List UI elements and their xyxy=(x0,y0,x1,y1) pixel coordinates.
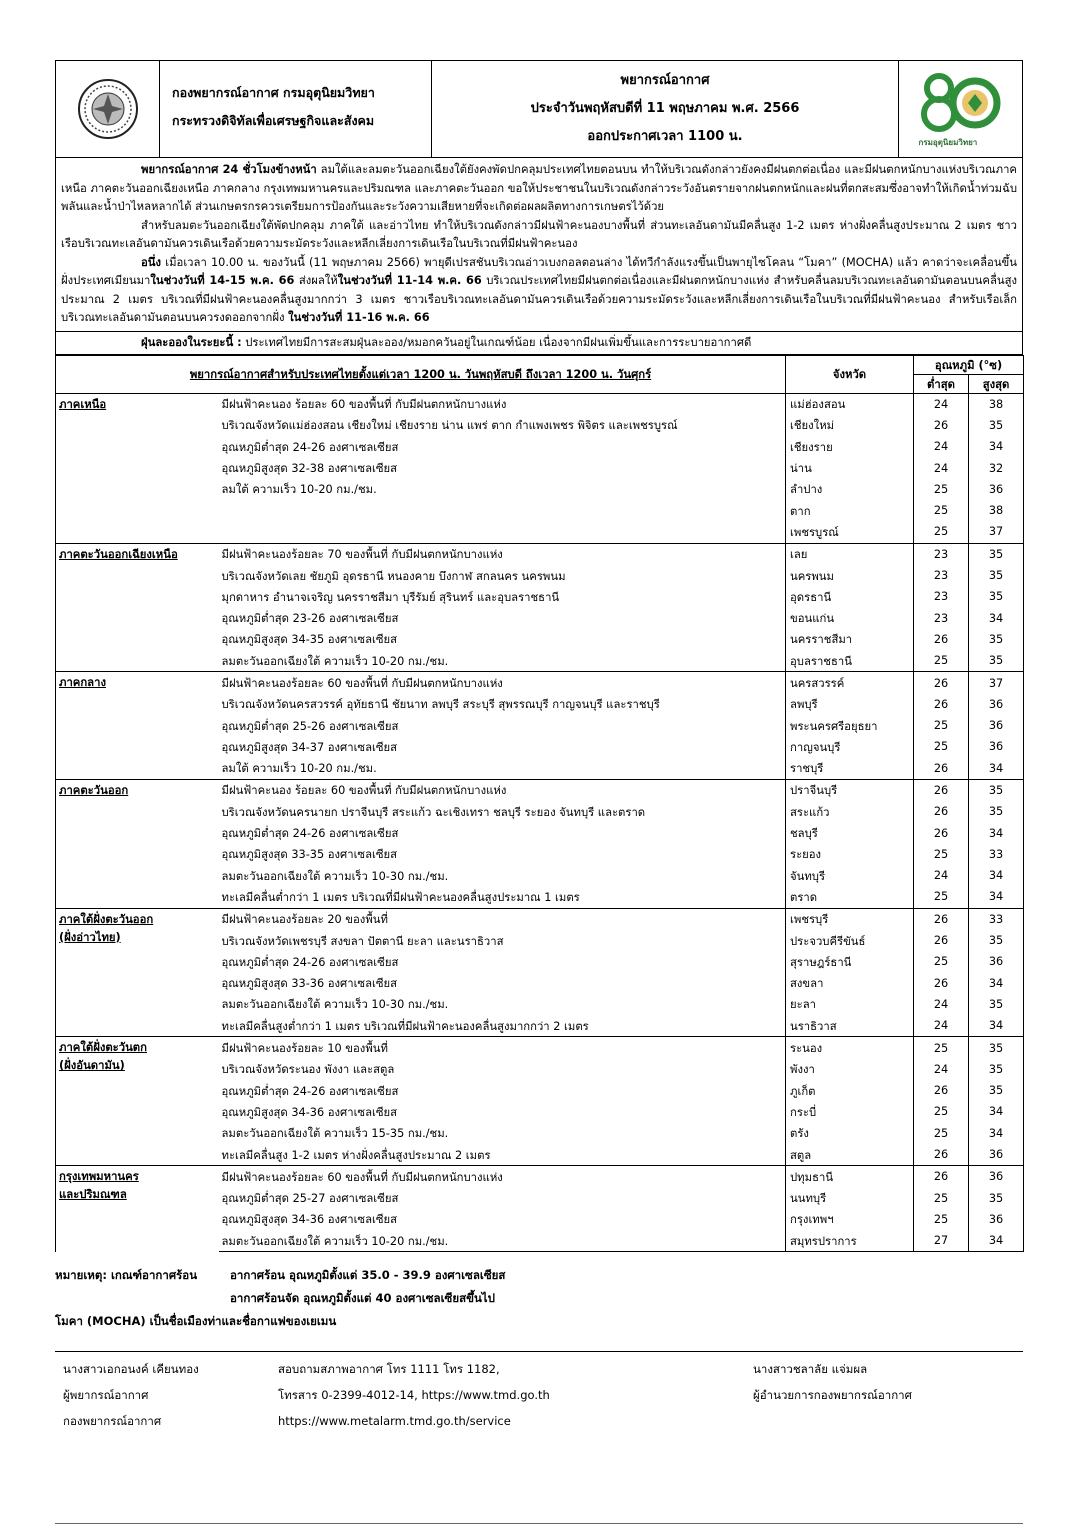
min-temp: 26 xyxy=(914,694,969,715)
forecast-description xyxy=(219,521,786,543)
forecast-description: บริเวณจังหวัดแม่ฮ่องสอน เชียงใหม่ เชียงราย น่าน แพร่ ตาก กำแพงเพชร พิจิตร และเพชรบูรณ์ xyxy=(219,415,786,436)
min-temp: 25 xyxy=(914,1101,969,1122)
very-hot-criterion: อากาศร้อนจัด อุณหภูมิตั้งแต่ 40 องศาเซลเซียสขึ้นไป xyxy=(230,1291,495,1306)
table-row xyxy=(56,908,1024,930)
min-temp: 25 xyxy=(914,479,969,500)
table-row xyxy=(56,393,1024,415)
note-lead: อนึ่ง xyxy=(141,255,162,269)
max-temp: 36 xyxy=(969,1209,1024,1230)
min-temp: 27 xyxy=(914,1230,969,1252)
province-name: ตราด xyxy=(786,886,914,908)
royal-seal-icon xyxy=(77,78,139,140)
region-label xyxy=(56,779,219,908)
province-name: ปทุมธานี xyxy=(786,1166,914,1188)
province-name: เลย xyxy=(786,543,914,565)
date-range-a: ในช่วงวันที่ 14-15 พ.ค. 66 xyxy=(150,274,295,287)
forecast-description: ทะเลมีคลื่นสูง 1-2 เมตร ห่างฝั่งคลื่นสูงประมาณ 2 เมตร xyxy=(219,1144,786,1166)
max-temp: 36 xyxy=(969,1166,1024,1188)
max-temp: 36 xyxy=(969,694,1024,715)
max-temp: 34 xyxy=(969,1101,1024,1122)
intro-text-3a: เมื่อเวลา 10.00 น. ของวันนี้ (11 พฤษภาคม 2566) พายุดีเปรสชันบริเวณอ่าวเบงกอลตอนล่าง ได้ทวีกำลังแรงขึ้นเป็นพายุไซโคลน “โมคา” (MOCHA) แล้ว คาดว่าจะเคลื่อนขึ้นฝั่งประเทศเมียนมา xyxy=(61,255,1017,287)
max-temp: 37 xyxy=(969,672,1024,694)
intro-lead: พยากรณ์อากาศ 24 ชั่วโมงข้างหน้า xyxy=(141,163,317,176)
region-subname: และปริมณฑล xyxy=(59,1188,127,1202)
province-name: กระบี่ xyxy=(786,1101,914,1122)
min-temp: 26 xyxy=(914,779,969,801)
document-title: พยากรณ์อากาศ xyxy=(620,73,710,88)
intro-section xyxy=(55,158,1023,332)
max-temp: 35 xyxy=(969,1059,1024,1080)
min-header: ต่ำสุด xyxy=(914,374,969,393)
min-temp: 25 xyxy=(914,886,969,908)
region-label xyxy=(56,672,219,779)
forecast-table xyxy=(55,355,1024,1253)
region-name: ภาคเหนือ xyxy=(59,397,107,411)
min-temp: 26 xyxy=(914,629,969,650)
region-label xyxy=(56,393,219,543)
region-name: ภาคใต้ฝั่งตะวันตก xyxy=(59,1041,147,1055)
province-name: เพชรบูรณ์ xyxy=(786,521,914,543)
province-name: เชียงราย xyxy=(786,436,914,457)
header xyxy=(55,60,1023,158)
forecast-table-body xyxy=(56,393,1024,1252)
min-temp: 23 xyxy=(914,543,969,565)
intro-text-3c: บริเวณประเทศไทยมีฝนตกต่อเนื่องและมีฝนตกหนักบางแห่ง สำหรับคลื่นลมบริเวณทะเลอันดามันตอนบนคลื่นสูงประมาณ 2 เมตร บริเวณที่มีฝนฟ้าคะนองคลื่นสูงมากกว่า 3 เมตร ชาวเรือบริเวณทะเลอันดามันควรเดินเรือด้วยความระมัดระวังและหลีกเลี่ยงการเดินเรือในบริเวณที่มีฝนฟ้าคะนอง สำหรับเรือเล็กบริเวณทะเลอันดามันตอนบนควรงดออกจากฝั่ง xyxy=(61,274,1018,324)
max-temp: 34 xyxy=(969,758,1024,780)
min-temp: 26 xyxy=(914,908,969,930)
min-temp: 24 xyxy=(914,393,969,415)
max-temp: 35 xyxy=(969,930,1024,951)
contact-fax-link[interactable]: โทรสาร 0-2399-4012-14, https://www.tmd.go.th xyxy=(278,1388,550,1403)
province-name: สุราษฎร์ธานี xyxy=(786,951,914,972)
province-name: ลำปาง xyxy=(786,479,914,500)
forecaster-title: ผู้พยากรณ์อากาศ xyxy=(63,1388,149,1403)
forecast-description: ลมตะวันออกเฉียงใต้ ความเร็ว 10-30 กม./ชม. xyxy=(219,994,786,1015)
max-temp: 34 xyxy=(969,973,1024,994)
forecast-description: มีฝนฟ้าคะนองร้อยละ 20 ของพื้นที่ xyxy=(219,908,786,930)
min-temp: 25 xyxy=(914,1187,969,1208)
contact-block xyxy=(278,1356,748,1434)
province-name: ขอนแก่น xyxy=(786,607,914,628)
region-name: ภาคใต้ฝั่งตะวันออก xyxy=(59,912,154,926)
forecast-description: อุณหภูมิต่ำสุด 25-26 องศาเซลเซียส xyxy=(219,715,786,736)
province-name: จันทบุรี xyxy=(786,865,914,886)
issued-line: ออกประกาศเวลา 1100 น. xyxy=(587,129,743,144)
min-temp: 26 xyxy=(914,1144,969,1166)
tmd-80-years-logo-icon xyxy=(913,68,1009,138)
min-temp: 24 xyxy=(914,436,969,457)
forecast-description: อุณหภูมิสูงสุด 32-38 องศาเซลเซียส xyxy=(219,457,786,478)
forecast-description: มีฝนฟ้าคะนองร้อยละ 60 ของพื้นที่ กับมีฝนตกหนักบางแห่ง xyxy=(219,1166,786,1188)
region-subname: (ฝั่งอันดามัน) xyxy=(59,1059,125,1073)
max-temp: 35 xyxy=(969,415,1024,436)
province-name: น่าน xyxy=(786,457,914,478)
min-temp: 23 xyxy=(914,586,969,607)
table-row xyxy=(56,543,1024,565)
min-temp: 26 xyxy=(914,1166,969,1188)
organization xyxy=(160,61,432,157)
province-name: ลพบุรี xyxy=(786,694,914,715)
table-row xyxy=(56,779,1024,801)
province-name: ภูเก็ต xyxy=(786,1080,914,1101)
metalarm-link[interactable]: https://www.metalarm.tmd.go.th/service xyxy=(278,1414,511,1429)
min-temp: 25 xyxy=(914,951,969,972)
max-temp: 35 xyxy=(969,629,1024,650)
forecast-description xyxy=(219,500,786,521)
forecast-description: อุณหภูมิต่ำสุด 24-26 องศาเซลเซียส xyxy=(219,436,786,457)
min-temp: 24 xyxy=(914,865,969,886)
province-name: กาญจนบุรี xyxy=(786,736,914,757)
province-name: ชลบุรี xyxy=(786,822,914,843)
forecast-description: ลมใต้ ความเร็ว 10-20 กม./ชม. xyxy=(219,758,786,780)
max-temp: 35 xyxy=(969,565,1024,586)
province-name: แม่ฮ่องสอน xyxy=(786,393,914,415)
forecast-description: อุณหภูมิต่ำสุด 24-26 องศาเซลเซียส xyxy=(219,951,786,972)
province-name: เพชรบุรี xyxy=(786,908,914,930)
max-temp: 35 xyxy=(969,1080,1024,1101)
max-temp: 35 xyxy=(969,543,1024,565)
forecast-description: บริเวณจังหวัดเพชรบุรี สงขลา ปัตตานี ยะลา และนราธิวาส xyxy=(219,930,786,951)
forecast-description: อุณหภูมิต่ำสุด 24-26 องศาเซลเซียส xyxy=(219,822,786,843)
min-temp: 24 xyxy=(914,457,969,478)
org-name: กองพยากรณ์อากาศ กรมอุตุนิยมวิทยา xyxy=(172,85,375,100)
forecast-description: อุณหภูมิต่ำสุด 25-27 องศาเซลเซียส xyxy=(219,1187,786,1208)
province-name: นนทบุรี xyxy=(786,1187,914,1208)
min-temp: 25 xyxy=(914,500,969,521)
max-temp: 36 xyxy=(969,1144,1024,1166)
province-name: กรุงเทพฯ xyxy=(786,1209,914,1230)
max-temp: 35 xyxy=(969,994,1024,1015)
province-name: ตาก xyxy=(786,500,914,521)
max-temp: 34 xyxy=(969,822,1024,843)
max-temp: 35 xyxy=(969,779,1024,801)
max-temp: 34 xyxy=(969,1230,1024,1252)
title-block xyxy=(432,61,899,157)
region-subname: (ฝั่งอ่าวไทย) xyxy=(59,930,121,944)
director-title: ผู้อำนวยการกองพยากรณ์อากาศ xyxy=(753,1388,912,1403)
max-temp: 37 xyxy=(969,521,1024,543)
max-header: สูงสุด xyxy=(969,374,1024,393)
forecast-description: มุกดาหาร อำนาจเจริญ นครราชสีมา บุรีรัมย์ สุรินทร์ และอุบลราชธานี xyxy=(219,586,786,607)
min-temp: 26 xyxy=(914,758,969,780)
min-temp: 25 xyxy=(914,521,969,543)
royal-seal xyxy=(56,61,160,157)
province-name: พังงา xyxy=(786,1059,914,1080)
date-line: ประจำวันพฤหัสบดีที่ 11 พฤษภาคม พ.ศ. 2566 xyxy=(530,101,800,116)
province-header: จังหวัด xyxy=(786,355,914,393)
min-temp: 25 xyxy=(914,1037,969,1059)
max-temp: 34 xyxy=(969,865,1024,886)
forecast-description: บริเวณจังหวัดระนอง พังงา และสตูล xyxy=(219,1059,786,1080)
region-label xyxy=(56,1166,219,1252)
max-temp: 34 xyxy=(969,1015,1024,1037)
province-name: ประจวบคีรีขันธ์ xyxy=(786,930,914,951)
province-name: ตรัง xyxy=(786,1123,914,1144)
region-name: ภาคตะวันออกเฉียงเหนือ xyxy=(59,547,178,561)
region-name: ภาคตะวันออก xyxy=(59,783,129,797)
forecast-description: อุณหภูมิสูงสุด 34-37 องศาเซลเซียส xyxy=(219,736,786,757)
province-name: ราชบุรี xyxy=(786,758,914,780)
max-temp: 35 xyxy=(969,801,1024,822)
max-temp: 33 xyxy=(969,844,1024,865)
min-temp: 25 xyxy=(914,1123,969,1144)
province-name: พระนครศรีอยุธยา xyxy=(786,715,914,736)
province-name: นราธิวาส xyxy=(786,1015,914,1037)
intro-paragraph-3 xyxy=(61,254,1017,328)
max-temp: 35 xyxy=(969,650,1024,672)
date-range-c: ในช่วงวันที่ 11-16 พ.ค. 66 xyxy=(288,311,430,324)
dust-section xyxy=(55,332,1023,355)
contact-phone: สอบถามสภาพอากาศ โทร 1111 โทร 1182, xyxy=(278,1362,500,1377)
period-header: พยากรณ์อากาศสำหรับประเทศไทยตั้งแต่เวลา 1200 น. วันพฤหัสบดี ถึงเวลา 1200 น. วันศุกร์ xyxy=(56,355,786,393)
forecast-description: บริเวณจังหวัดเลย ชัยภูมิ อุดรธานี หนองคาย บึงกาฬ สกลนคร นครพนม xyxy=(219,565,786,586)
page-bottom-rule xyxy=(55,1523,1023,1524)
tmd-logo xyxy=(899,61,1022,157)
mocha-note: โมคา (MOCHA) เป็นชื่อเมืองท่าและชื่อกาแฟของเยเมน xyxy=(55,1314,337,1329)
logo-text: กรมอุตุนิยมวิทยา xyxy=(918,138,978,147)
forecast-description: บริเวณจังหวัดนครสวรรค์ อุทัยธานี ชัยนาท ลพบุรี สระบุรี สุพรรณบุรี กาญจนบุรี และราชบุรี xyxy=(219,694,786,715)
table-row xyxy=(56,1037,1024,1059)
province-name: ระยอง xyxy=(786,844,914,865)
min-temp: 24 xyxy=(914,1015,969,1037)
min-temp: 25 xyxy=(914,844,969,865)
forecast-description: ลมตะวันออกเฉียงใต้ ความเร็ว 15-35 กม./ชม. xyxy=(219,1123,786,1144)
intro-text-1: ลมใต้และลมตะวันออกเฉียงใต้ยังคงพัดปกคลุมประเทศไทยตอนบน ทำให้บริเวณดังกล่าวยังคงมีฝนตกต่อเนื่อง และมีฝนตกหนักบางแห่งบริเวณภาคเหนือ ภาคตะวันออกเฉียงเหนือ ภาคกลาง กรุงเทพมหานครและปริมณฑล และภาคตะวันออก ขอให้ประชาชนในบริเวณดังกล่าวระวังอันตรายจากฝนตกหนักและฝนที่ตกสะสมซึ่งอาจทำให้เกิดน้ำท่วมฉับพลันและน้ำป่าไหลหลากได้ ส่วนเกษตรกรควรเตรียมการป้องกันและระวังความเสียหายที่จะเกิดต่อผลผลิตทางการเกษตรไว้ด้วย xyxy=(61,163,1017,213)
forecast-description: ลมตะวันออกเฉียงใต้ ความเร็ว 10-20 กม./ชม. xyxy=(219,1230,786,1252)
province-name: สงขลา xyxy=(786,973,914,994)
region-label xyxy=(56,1037,219,1166)
min-temp: 25 xyxy=(914,1209,969,1230)
forecast-description: อุณหภูมิสูงสุด 33-36 องศาเซลเซียส xyxy=(219,973,786,994)
min-temp: 25 xyxy=(914,736,969,757)
forecast-description: ทะเลมีคลื่นสูงต่ำกว่า 1 เมตร บริเวณที่มีฝนฟ้าคะนองคลื่นสูงมากกว่า 2 เมตร xyxy=(219,1015,786,1037)
footer-divider xyxy=(55,1351,1023,1352)
forecast-description: มีฝนฟ้าคะนอง ร้อยละ 60 ของพื้นที่ กับมีฝนตกหนักบางแห่ง xyxy=(219,779,786,801)
province-name: อุบลราชธานี xyxy=(786,650,914,672)
province-name: อุดรธานี xyxy=(786,586,914,607)
region-name: กรุงเทพมหานคร xyxy=(59,1170,139,1184)
max-temp: 34 xyxy=(969,886,1024,908)
max-temp: 34 xyxy=(969,607,1024,628)
table-row xyxy=(56,1166,1024,1188)
province-name: สมุทรปราการ xyxy=(786,1230,914,1252)
footer xyxy=(55,1356,1023,1434)
notes-label: หมายเหตุ: เกณฑ์อากาศร้อน xyxy=(55,1268,198,1283)
notes xyxy=(55,1264,1023,1333)
intro-paragraph-1 xyxy=(61,161,1017,217)
min-temp: 26 xyxy=(914,1080,969,1101)
forecast-description: อุณหภูมิสูงสุด 33-35 องศาเซลเซียส xyxy=(219,844,786,865)
min-temp: 26 xyxy=(914,415,969,436)
min-temp: 26 xyxy=(914,801,969,822)
forecast-description: มีฝนฟ้าคะนองร้อยละ 10 ของพื้นที่ xyxy=(219,1037,786,1059)
province-name: ระนอง xyxy=(786,1037,914,1059)
province-name: ปราจีนบุรี xyxy=(786,779,914,801)
max-temp: 36 xyxy=(969,715,1024,736)
forecaster-division: กองพยากรณ์อากาศ xyxy=(63,1414,162,1429)
max-temp: 34 xyxy=(969,1123,1024,1144)
province-name: สระแก้ว xyxy=(786,801,914,822)
max-temp: 36 xyxy=(969,951,1024,972)
forecast-document xyxy=(55,60,1023,1434)
max-temp: 38 xyxy=(969,393,1024,415)
max-temp: 38 xyxy=(969,500,1024,521)
date-range-b: ในช่วงวันที่ 11-14 พ.ค. 66 xyxy=(337,274,482,287)
forecast-description: มีฝนฟ้าคะนอง ร้อยละ 60 ของพื้นที่ กับมีฝนตกหนักบางแห่ง xyxy=(219,393,786,415)
max-temp: 35 xyxy=(969,586,1024,607)
province-name: สตูล xyxy=(786,1144,914,1166)
province-name: นครสวรรค์ xyxy=(786,672,914,694)
forecast-description: ลมตะวันออกเฉียงใต้ ความเร็ว 10-20 กม./ชม. xyxy=(219,650,786,672)
province-name: นครพนม xyxy=(786,565,914,586)
forecast-description: อุณหภูมิสูงสุด 34-36 องศาเซลเซียส xyxy=(219,1101,786,1122)
forecast-description: อุณหภูมิต่ำสุด 23-26 องศาเซลเซียส xyxy=(219,607,786,628)
intro-paragraph-2: สำหรับลมตะวันออกเฉียงใต้พัดปกคลุม ภาคใต้ และอ่าวไทย ทำให้บริเวณดังกล่าวมีฝนฟ้าคะนองบางพื้นที่ ส่วนทะเลอันดามันมีคลื่นสูง 1-2 เมตร ห่างฝั่งคลื่นสูงประมาณ 2 เมตร ชาวเรือบริเวณทะเลอันดามันควรเดินเรือด้วยความระมัดระวังและหลีกเลี่ยงการเดินเรือในบริเวณที่มีฝนฟ้าคะนอง xyxy=(61,218,1017,250)
table-row xyxy=(56,672,1024,694)
min-temp: 26 xyxy=(914,822,969,843)
province-name: ยะลา xyxy=(786,994,914,1015)
dust-text: ประเทศไทยมีการสะสมฝุ่นละออง/หมอกควันอยู่ในเกณฑ์น้อย เนื่องจากมีฝนเพิ่มขึ้นและการระบายอากาศดี xyxy=(241,335,752,349)
max-temp: 35 xyxy=(969,1037,1024,1059)
max-temp: 32 xyxy=(969,457,1024,478)
forecaster-name: นางสาวเอกอนงค์ เคียนทอง xyxy=(63,1362,199,1377)
region-label xyxy=(56,543,219,672)
region-name: ภาคกลาง xyxy=(59,676,106,690)
forecast-description: ลมใต้ ความเร็ว 10-20 กม./ชม. xyxy=(219,479,786,500)
min-temp: 26 xyxy=(914,672,969,694)
max-temp: 33 xyxy=(969,908,1024,930)
region-label xyxy=(56,908,219,1037)
min-temp: 24 xyxy=(914,994,969,1015)
min-temp: 23 xyxy=(914,565,969,586)
max-temp: 34 xyxy=(969,436,1024,457)
forecaster-block xyxy=(63,1356,278,1434)
min-temp: 24 xyxy=(914,1059,969,1080)
forecast-description: มีฝนฟ้าคะนองร้อยละ 70 ของพื้นที่ กับมีฝนตกหนักบางแห่ง xyxy=(219,543,786,565)
max-temp: 36 xyxy=(969,736,1024,757)
forecast-description: อุณหภูมิสูงสุด 34-35 องศาเซลเซียส xyxy=(219,629,786,650)
min-temp: 23 xyxy=(914,607,969,628)
forecast-description: มีฝนฟ้าคะนองร้อยละ 60 ของพื้นที่ กับมีฝนตกหนักบางแห่ง xyxy=(219,672,786,694)
forecast-description: อุณหภูมิต่ำสุด 24-26 องศาเซลเซียส xyxy=(219,1080,786,1101)
director-name: นางสาวชลาลัย แจ่มผล xyxy=(753,1362,868,1377)
province-name: นครราชสีมา xyxy=(786,629,914,650)
min-temp: 25 xyxy=(914,650,969,672)
intro-text-3b: ส่งผลให้ xyxy=(294,274,338,287)
province-name: เชียงใหม่ xyxy=(786,415,914,436)
director-block xyxy=(748,1356,1023,1434)
ministry-name: กระทรวงดิจิทัลเพื่อเศรษฐกิจและสังคม xyxy=(172,113,375,128)
hot-criterion: อากาศร้อน อุณหภูมิตั้งแต่ 35.0 - 39.9 องศาเซลเซียส xyxy=(230,1268,506,1283)
max-temp: 36 xyxy=(969,479,1024,500)
min-temp: 26 xyxy=(914,930,969,951)
min-temp: 25 xyxy=(914,715,969,736)
forecast-description: อุณหภูมิสูงสุด 34-36 องศาเซลเซียส xyxy=(219,1209,786,1230)
forecast-description: ลมตะวันออกเฉียงใต้ ความเร็ว 10-30 กม./ชม. xyxy=(219,865,786,886)
forecast-description: บริเวณจังหวัดนครนายก ปราจีนบุรี สระแก้ว ฉะเชิงเทรา ชลบุรี ระยอง จันทบุรี และตราด xyxy=(219,801,786,822)
max-temp: 35 xyxy=(969,1187,1024,1208)
min-temp: 26 xyxy=(914,973,969,994)
temperature-header: อุณหภูมิ (°ซ) xyxy=(914,355,1024,374)
dust-label: ฝุ่นละอองในระยะนี้ : xyxy=(141,335,242,349)
forecast-description: ทะเลมีคลื่นต่ำกว่า 1 เมตร บริเวณที่มีฝนฟ้าคะนองคลื่นสูงประมาณ 1 เมตร xyxy=(219,886,786,908)
